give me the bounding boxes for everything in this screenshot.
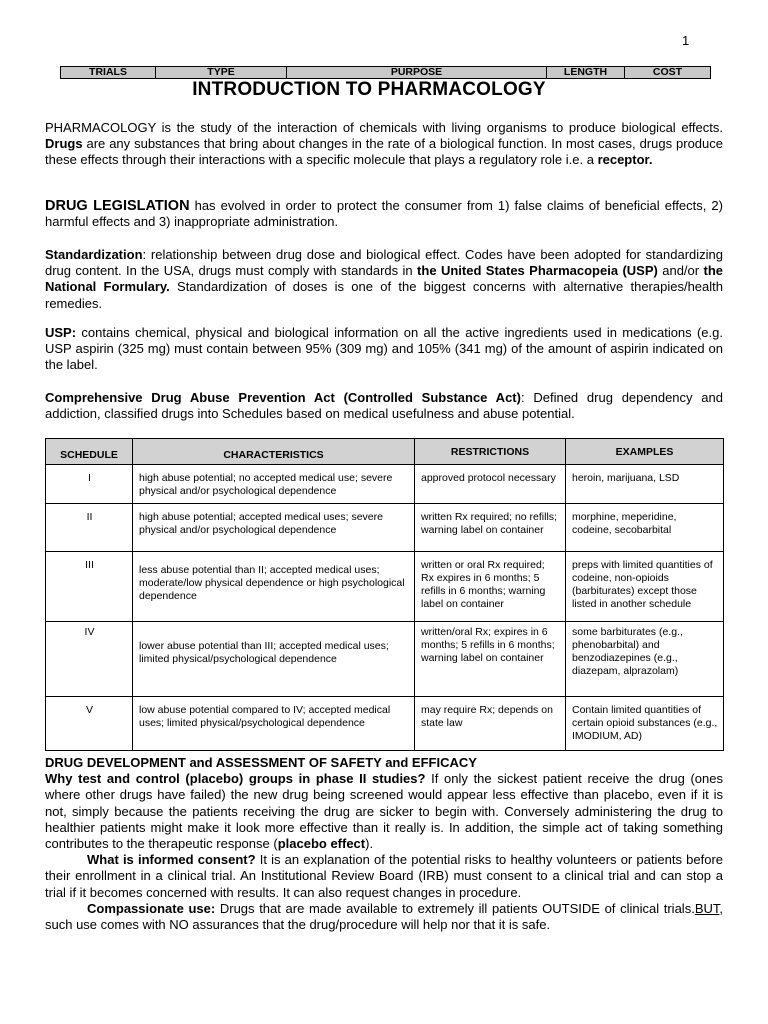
schedule-cell: IV bbox=[46, 622, 133, 697]
schedule-table bbox=[45, 438, 724, 751]
legislation-heading: DRUG LEGISLATION bbox=[45, 198, 190, 214]
restrictions-cell: written or oral Rx required; Rx expires in 6 months; 5 refills in 6 months; warning label on container bbox=[415, 552, 566, 622]
restrictions-cell: approved protocol necessary bbox=[415, 465, 566, 504]
trials-header-table bbox=[60, 66, 711, 79]
table-row bbox=[46, 622, 724, 697]
characteristics-cell: high abuse potential; no accepted medical use; severe physical and/or psychological dependence bbox=[133, 465, 415, 504]
col-length: LENGTH bbox=[547, 67, 625, 79]
schedule-cell: III bbox=[46, 552, 133, 622]
header-examples: EXAMPLES bbox=[566, 439, 724, 465]
page-number: 1 bbox=[682, 33, 690, 48]
header-schedule: SCHEDULE bbox=[46, 439, 133, 465]
col-purpose: PURPOSE bbox=[287, 67, 547, 79]
characteristics-cell: lower abuse potential than III; accepted medical uses; limited physical/psychological dependence bbox=[133, 622, 415, 697]
standardization-paragraph: Standardization: relationship between drug dose and biological effect. Codes have been adopted for standardizing drug content. In the USA, drugs must comply with standards in the United States Pharmacopeia (USP) and/or the National Formulary. Standardization of doses is one of the biggest concerns with alternative therapies/health remedies. bbox=[45, 247, 723, 311]
header-restrictions: RESTRICTIONS bbox=[415, 439, 566, 465]
examples-cell: preps with limited quantities of codeine, non-opioids (barbiturates) except those listed in another schedule bbox=[566, 552, 724, 622]
col-type: TYPE bbox=[156, 67, 287, 79]
placebo-paragraph: Why test and control (placebo) groups in phase II studies? If only the sickest patient receive the drug (ones where other drugs have failed) the new drug being screened would appear less effective than placebo, even if it is not, simply because the patients receiving the drug are sicker to begin with. Conversely administering the drug to healthier patients might make it look more effective than it really is. In addition, the simple act of taking something contributes to the therapeutic response (placebo effect). bbox=[45, 771, 723, 852]
examples-cell: some barbiturates (e.g., phenobarbital) and benzodiazepines (e.g., diazepam, alprazolam) bbox=[566, 622, 724, 697]
restrictions-cell: written/oral Rx; expires in 6 months; 5 refills in 6 months; warning label on container bbox=[415, 622, 566, 697]
col-trials: TRIALS bbox=[61, 67, 156, 79]
restrictions-cell: may require Rx; depends on state law bbox=[415, 697, 566, 751]
characteristics-cell: less abuse potential than II; accepted medical uses; moderate/low physical dependence or high psychological dependence bbox=[133, 552, 415, 622]
examples-cell: Contain limited quantities of certain opioid substances (e.g., IMODIUM, AD) bbox=[566, 697, 724, 751]
development-heading: DRUG DEVELOPMENT and ASSESSMENT OF SAFETY and EFFICACY bbox=[45, 755, 477, 770]
table-row bbox=[46, 697, 724, 751]
table-row bbox=[46, 504, 724, 552]
col-cost: COST bbox=[625, 67, 711, 79]
characteristics-cell: low abuse potential compared to IV; accepted medical uses; limited physical/psychological dependence bbox=[133, 697, 415, 751]
table-row bbox=[46, 465, 724, 504]
legislation-paragraph: DRUG LEGISLATION has evolved in order to protect the consumer from 1) false claims of beneficial effects, 2) harmful effects and 3) inappropriate administration. bbox=[45, 198, 723, 230]
schedule-header-row bbox=[46, 439, 724, 465]
examples-cell: morphine, meperidine, codeine, secobarbital bbox=[566, 504, 724, 552]
cdapa-paragraph: Comprehensive Drug Abuse Prevention Act (Controlled Substance Act): Defined drug dependency and addiction, classified drugs into Schedules based on medical usefulness and abuse potential. bbox=[45, 390, 723, 422]
schedule-cell: V bbox=[46, 697, 133, 751]
compassionate-paragraph: Compassionate use: Drugs that are made available to extremely ill patients OUTSIDE of clinical trials.BUT, such use comes with NO assurances that the drug/procedure will help nor that it is safe. bbox=[45, 900, 723, 933]
header-characteristics: CHARACTERISTICS bbox=[133, 439, 415, 465]
usp-paragraph: USP: contains chemical, physical and biological information on all the active ingredients used in medications (e.g. USP aspirin (325 mg) must contain between 95% (309 mg) and 105% (341 mg) of the amount of aspirin indicated on the label. bbox=[45, 325, 723, 373]
consent-paragraph: What is informed consent? It is an explanation of the potential risks to healthy volunteers or patients before their enrollment in a clinical trial. An Institutional Review Board (IRB) must consent to a clinical trial and can stop a trial if it becomes concerned with results. It can also request changes in procedure. bbox=[45, 852, 724, 900]
page-title: INTRODUCTION TO PHARMACOLOGY bbox=[192, 79, 546, 100]
intro-paragraph: PHARMACOLOGY is the study of the interaction of chemicals with living organisms to produce biological effects. Drugs are any substances that bring about changes in the rate of a biological function. In most cases, drugs produce these effects through their interactions with a specific molecule that plays a regulatory role i.e. a receptor. bbox=[45, 120, 723, 168]
characteristics-cell: high abuse potential; accepted medical uses; severe physical and/or psychological dependence bbox=[133, 504, 415, 552]
examples-cell: heroin, marijuana, LSD bbox=[566, 465, 724, 504]
development-section bbox=[45, 755, 723, 933]
schedule-cell: II bbox=[46, 504, 133, 552]
table-row bbox=[46, 552, 724, 622]
restrictions-cell: written Rx required; no refills; warning label on container bbox=[415, 504, 566, 552]
schedule-cell: I bbox=[46, 465, 133, 504]
